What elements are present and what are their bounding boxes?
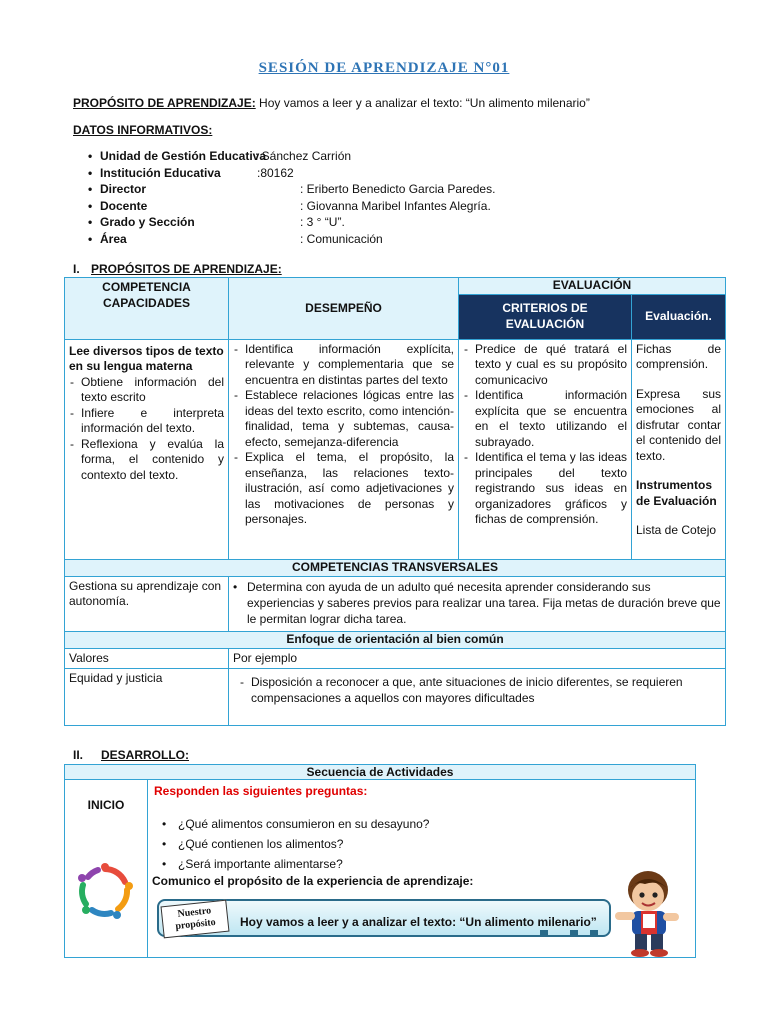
header-secuencia: Secuencia de Actividades	[65, 765, 696, 780]
valor-cell: Equidad y justicia	[65, 669, 229, 726]
purpose-label: PROPÓSITO DE APRENDIZAJE:	[73, 96, 256, 110]
por-ejemplo-header: Por ejemplo	[229, 648, 726, 669]
desempeno-cell	[229, 339, 459, 559]
ejemplo-cell	[229, 669, 726, 726]
list-item: • ¿Qué contienen los alimentos?	[162, 834, 691, 854]
header-transversales: COMPETENCIAS TRANSVERSALES	[65, 559, 726, 576]
bullet-icon: •	[162, 817, 167, 831]
eval-fichas: Fichas de comprensión.	[636, 341, 722, 371]
purpose-line	[73, 96, 590, 110]
nuestro-proposito-tag: Nuestro propósito	[161, 900, 230, 939]
banner-text: Hoy vamos a leer y a analizar el texto: “Un alimento milenario”	[240, 915, 597, 929]
banner-tab	[540, 930, 548, 937]
capacidades-list	[69, 375, 224, 484]
list-item: - Disposición a reconocer a que, ante situaciones de inicio diferentes, se requieren compensaciones a aquellos con mayores dificultades	[239, 675, 721, 706]
info-value-area: : Comunicación	[300, 232, 383, 246]
transversal-cell: Gestiona su aprendizaje con autonomía.	[65, 576, 229, 631]
list-item: - Obtiene información del texto escrito	[69, 375, 224, 406]
list-item: - Explica el tema, el propósito, la enseñanza, las relaciones texto-ilustración, así como adjetivaciones y las motivaciones de personas y personajes.	[233, 450, 454, 528]
comunico-label: Comunico el propósito de la experiencia de aprendizaje:	[152, 874, 474, 888]
bullet-icon: •	[233, 579, 238, 594]
header-evaluacion-2: Evaluación.	[632, 294, 726, 339]
purpose-text: Hoy vamos a leer y a analizar el texto: “Un alimento milenario”	[255, 96, 590, 110]
section1-heading: PROPÓSITOS DE APRENDIZAJE:	[91, 262, 282, 276]
banner-tab	[590, 930, 598, 937]
datos-label: DATOS INFORMATIVOS:	[73, 123, 213, 137]
criterios-cell	[459, 339, 632, 559]
info-value-institucion: :80162	[257, 166, 294, 180]
competencia-cell	[65, 339, 229, 559]
list-item: - Reflexiona y evalúa la forma, el contenido y contexto del texto.	[69, 437, 224, 484]
ejemplo-list	[239, 675, 721, 706]
info-label-ugel: • Unidad de Gestión Educativa	[88, 149, 267, 163]
transversal-desc-cell	[229, 576, 726, 631]
header-competencia: COMPETENCIA CAPACIDADES	[65, 278, 229, 340]
list-item: • ¿Será importante alimentarse?	[162, 854, 691, 874]
info-label-director: • Director	[88, 182, 147, 196]
document-title: SESIÓN DE APRENDIZAJE N°01	[258, 60, 510, 76]
section1-number: I.	[73, 262, 80, 276]
list-item: - Predice de qué tratará el texto y cual es su propósito comunicacivo	[463, 342, 627, 389]
bullet-icon: •	[162, 857, 167, 871]
section2-heading: DESARROLLO:	[101, 748, 189, 762]
valores-header: Valores	[65, 648, 229, 669]
info-value-grado: : 3 ° “U”.	[300, 215, 345, 229]
header-evaluacion: EVALUACIÓN	[459, 278, 726, 295]
list-item: - Establece relaciones lógicas entre las ideas del texto escrito, como intención-finalidad, tema y subtemas, causa-efecto, semejanza-diferencia	[233, 388, 454, 450]
instrumentos-label: Instrumentos de Evaluación	[636, 478, 717, 508]
info-label-institucion: • Institución Educativa	[88, 166, 221, 180]
info-value-director: : Eriberto Benedicto Garcia Paredes.	[300, 182, 496, 196]
inicio-label: INICIO	[87, 798, 125, 812]
header-desempeno: DESEMPEÑO	[229, 278, 459, 340]
header-enfoque: Enfoque de orientación al bien común	[65, 631, 726, 648]
list-item: • ¿Qué alimentos consumieron en su desayuno?	[162, 814, 691, 834]
bullet-icon: •	[162, 837, 167, 851]
teamwork-icon	[74, 860, 136, 922]
list-item: - Identifica información explícita que se encuentra en el texto utilizando el subrayado.	[463, 388, 627, 450]
header-criterios: CRITERIOS DE EVALUACIÓN	[459, 294, 632, 339]
banner-tab	[570, 930, 578, 937]
preguntas-list	[162, 814, 691, 874]
info-label-docente: • Docente	[88, 199, 148, 213]
list-item: - Identifica el tema y las ideas principales del texto registrando sus ideas en organizadores gráficos y fichas de comprensión.	[463, 450, 627, 528]
responden-label: Responden las siguientes preguntas:	[154, 784, 368, 798]
inicio-cell	[65, 780, 148, 958]
boy-illustration	[605, 866, 695, 958]
section2-number: II.	[73, 748, 84, 762]
info-label-area: • Área	[88, 232, 127, 246]
info-value-docente: : Giovanna Maribel Infantes Alegría.	[300, 199, 491, 213]
evaluacion-cell	[632, 339, 726, 559]
desempenos-list	[233, 342, 454, 528]
criterios-list	[463, 342, 627, 528]
list-item: - Infiere e interpreta información del texto.	[69, 406, 224, 437]
info-value-ugel: : Sánchez Carrión	[255, 149, 352, 163]
list-item: - Identifica información explícita, relevante y complementaria que se encuentra en distintas partes del texto	[233, 342, 454, 389]
propositos-table	[64, 277, 726, 726]
info-label-grado: • Grado y Sección	[88, 215, 195, 229]
lista-cotejo: Lista de Cotejo	[636, 523, 717, 537]
transversal-desc: Determina con ayuda de un adulto qué necesita aprender considerando sus experiencias y saberes previos para realizar una tarea. Fija metas de duración breve que le permitan lograr dicha tarea.	[247, 579, 721, 626]
competencia-text: Lee diversos tipos de texto en su lengua materna	[69, 343, 224, 373]
eval-expresa: Expresa sus emociones al disfrutar contar el contenido del texto.	[636, 386, 722, 463]
